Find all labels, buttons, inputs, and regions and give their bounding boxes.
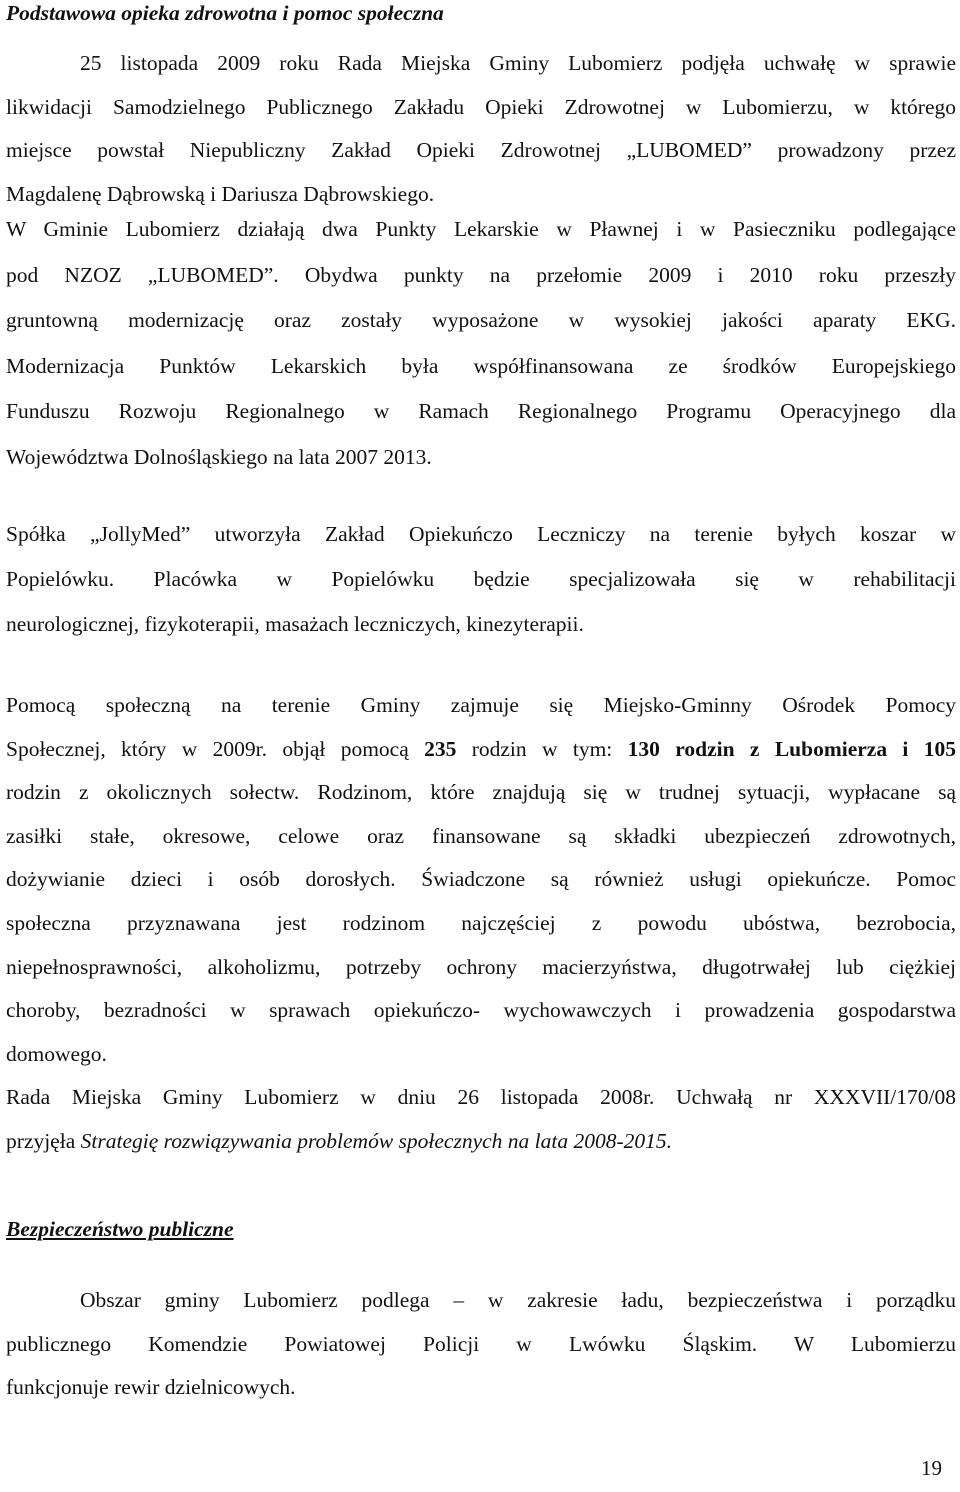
text-segment: Społecznej, który w 2009r. objął pomocą (6, 736, 425, 761)
text-line: Województwa Dolnośląskiego na lata 2007 2013. (6, 444, 432, 469)
italic-strategy-title: Strategię rozwiązywania problemów społecznych na lata 2008-2015. (80, 1128, 673, 1153)
text-line: choroby, bezradności w sprawach opiekuńczo- wychowawczych i prowadzenia gospodarstwa (6, 998, 956, 1023)
bold-number-235: 235 (424, 736, 457, 761)
paragraph-bezpieczenstwo (6, 1279, 956, 1410)
text-segment: przyjęła (6, 1128, 81, 1153)
text-line (6, 728, 956, 772)
section-heading-safety: Bezpieczeństwo publiczne (6, 1217, 234, 1241)
text-line: Spółka „JollyMed” utworzyła Zakład Opiekuńczo Leczniczy na terenie byłych koszar w (6, 522, 956, 546)
text-line: Magdalenę Dąbrowską i Dariusza Dąbrowskiego. (6, 181, 435, 206)
text-line: W Gminie Lubomierz działają dwa Punkty Lekarskie w Pławnej i w Pasieczniku podlegające (6, 217, 956, 241)
paragraph-jollymed (6, 512, 956, 647)
bold-segment: 130 rodzin z Lubomierza i 105 (627, 736, 957, 761)
text-line: pod NZOZ „LUBOMED”. Obydwa punkty na przełomie 2009 i 2010 roku przeszły (6, 262, 956, 287)
text-line: miejsce powstał Niepubliczny Zakład Opieki Zdrowotnej „LUBOMED” prowadzony przez (6, 138, 956, 162)
text-line: domowego. (6, 1041, 107, 1066)
text-line: Popielówku. Placówka w Popielówku będzie specjalizowała się w rehabilitacji (6, 567, 956, 591)
text-line: likwidacji Samodzielnego Publicznego Zakładu Opieki Zdrowotnej w Lubomierzu, w którego (6, 94, 956, 119)
text-line: Modernizacja Punktów Lekarskich była współfinansowana ze środków Europejskiego (6, 353, 956, 378)
text-line: rodzin z okolicznych sołectw. Rodzinom, które znajdują się w trudnej sytuacji, wypłacane są (6, 780, 956, 805)
text-line: Obszar gminy Lubomierz podlega – w zakresie ładu, bezpieczeństwa i porządku (80, 1288, 956, 1312)
text-line: gruntowną modernizację oraz zostały wyposażone w wysokiej jakości aparaty EKG. (6, 308, 956, 332)
paragraph-strategia (6, 1076, 956, 1163)
text-line: społeczna przyznawana jest rodzinom najczęściej z powodu ubóstwa, bezrobocia, (6, 910, 956, 935)
text-line: Pomocą społeczną na terenie Gminy zajmuje się Miejsko-Gminny Ośrodek Pomocy (6, 693, 956, 717)
text-line: neurologicznej, fizykoterapii, masażach leczniczych, kinezyterapii. (6, 612, 584, 636)
text-line: 25 listopada 2009 roku Rada Miejska Gminy Lubomierz podjęła uchwałę w sprawie (80, 51, 956, 75)
text-line (6, 1120, 956, 1164)
paragraph-spzoz (6, 42, 956, 216)
paragraph-pomoc-spoleczna (6, 684, 956, 1076)
paragraph-punkty-lekarskie (6, 207, 956, 480)
text-line: zasiłki stałe, okresowe, celowe oraz finansowane są składki ubezpieczeń zdrowotnych, (6, 823, 956, 848)
text-line: dożywianie dzieci i osób dorosłych. Świadczone są również usługi opiekuńcze. Pomoc (6, 867, 956, 892)
section-heading-health: Podstawowa opieka zdrowotna i pomoc społeczna (6, 1, 444, 25)
text-line: Funduszu Rozwoju Regionalnego w Ramach Regionalnego Programu Operacyjnego dla (6, 399, 956, 423)
page-number: 19 (921, 1456, 942, 1480)
text-line: funkcjonuje rewir dzielnicowych. (6, 1375, 296, 1399)
text-line: Rada Miejska Gminy Lubomierz w dniu 26 listopada 2008r. Uchwałą nr XXXVII/170/08 (6, 1085, 956, 1109)
text-line: publicznego Komendzie Powiatowej Policji w Lwówku Śląskim. W Lubomierzu (6, 1331, 956, 1356)
text-line: niepełnosprawności, alkoholizmu, potrzeby ochrony macierzyństwa, długotrwałej lub ciężkiej (6, 954, 956, 979)
text-segment: rodzin w tym: (456, 736, 628, 761)
